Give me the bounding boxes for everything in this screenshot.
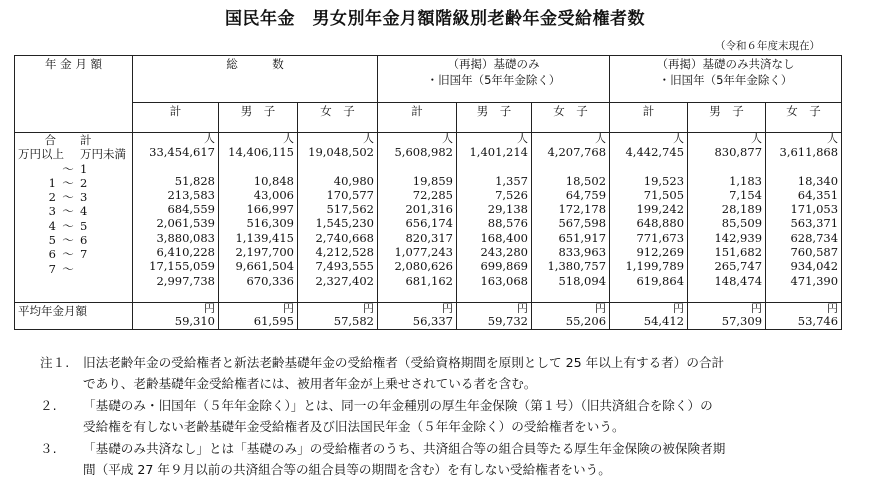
table-cell-value: 699,869	[480, 259, 528, 274]
header-total: 計	[133, 103, 219, 133]
yen-unit: 円	[363, 302, 374, 315]
unit-label: 人	[517, 132, 528, 145]
bracket-labels	[15, 133, 133, 303]
table-cell-value: 19,048,502	[308, 145, 374, 159]
table-cell-value: 7,154	[729, 187, 763, 202]
table-cell-value: 10,848	[253, 173, 294, 188]
table-cell-value: 830,877	[714, 145, 763, 159]
table-cell-value: 628,734	[790, 230, 839, 245]
header-basic-no-mutual-group	[610, 56, 842, 103]
header-basic-female: 女 子	[532, 103, 610, 133]
table-cell-value: 517,562	[326, 202, 374, 217]
table-cell-value	[691, 159, 762, 173]
average-value: 54,412	[643, 314, 685, 328]
bracket-sep: ～	[62, 261, 74, 276]
header-basic-only-line2: ・旧国年（5年年金除く）	[426, 73, 561, 87]
data-column	[298, 133, 378, 303]
bracket-from: 6	[48, 247, 56, 262]
table-cell-value: 656,174	[405, 216, 453, 231]
table-cell-value: 9,661,504	[235, 259, 294, 274]
table-cell-value: 518,094	[558, 273, 607, 288]
bracket-to: 6	[80, 233, 88, 248]
bracket-to: 5	[80, 218, 88, 233]
table-cell-value: 833,963	[558, 245, 607, 260]
yen-unit: 円	[751, 302, 763, 315]
table-cell-value: 17,155,059	[149, 259, 215, 274]
table-cell-value: 151,682	[714, 245, 763, 260]
table-cell-value	[535, 159, 606, 173]
bracket-label-row	[18, 190, 129, 204]
table-cell-value: 820,317	[405, 230, 453, 245]
table-cell-value: 2,997,738	[156, 273, 215, 288]
average-value: 53,746	[797, 314, 839, 328]
note-line: であり、老齢基礎年金受給権者には、被用者年金が上乗せされている者を含む。	[83, 376, 537, 392]
bracket-to: 1	[80, 161, 88, 176]
bracket-to: 3	[80, 190, 88, 205]
table-cell-value: 3,611,868	[779, 145, 839, 159]
unit-label: 人	[363, 132, 374, 145]
table-cell-value: 7,526	[495, 187, 528, 202]
table-cell-value: 243,280	[480, 245, 528, 260]
table-cell-value: 1,199,789	[625, 259, 685, 274]
data-column	[532, 133, 610, 303]
table-cell-value: 4,212,528	[315, 245, 374, 260]
header-basic-only-line1: （再掲）基礎のみ	[447, 57, 540, 71]
bracket-to: 万円未満	[80, 147, 126, 162]
table-cell-value: 1,077,243	[394, 245, 453, 260]
note-line: 受給権を有しない老齢基礎年金受給権者及び旧法国民年金（５年年金除く）の受給権者をいう。	[83, 419, 625, 435]
note-item	[40, 438, 850, 481]
table-cell-value: 64,351	[797, 187, 839, 202]
bracket-from: 4	[48, 218, 56, 233]
average-label: 平均年金月額	[15, 303, 133, 330]
average-cell	[298, 303, 378, 330]
bracket-from: 合	[44, 133, 56, 147]
table-cell-value: 88,576	[487, 216, 528, 231]
bracket-sep: ～	[62, 175, 74, 190]
average-value: 59,732	[487, 314, 528, 328]
table-cell-value: 33,454,617	[149, 145, 215, 159]
unit-label: 人	[673, 132, 685, 145]
table-cell-value: 170,577	[326, 187, 374, 202]
average-cell	[378, 303, 457, 330]
data-column	[610, 133, 688, 303]
table-cell-value: 14,406,115	[228, 145, 294, 159]
unit-label: 人	[827, 132, 839, 145]
bracket-from: 万円以上	[18, 147, 64, 162]
as-of-date: （令和６年度末現在）	[715, 40, 820, 52]
bracket-from: 5	[48, 233, 56, 248]
table-cell-value: 684,559	[167, 202, 215, 217]
bracket-label-row	[18, 176, 129, 190]
average-value: 57,309	[721, 314, 763, 328]
table-cell-value: 2,327,402	[315, 273, 374, 288]
bracket-sep: ～	[62, 247, 74, 262]
note-line: 「基礎のみ・旧国年（５年年金除く）」とは、同一の年金種別の厚生年金保険（第１号）（旧共済組合を除く）の	[83, 397, 713, 413]
bracket-sep: ～	[62, 190, 74, 205]
note-text	[83, 352, 850, 395]
average-cell	[532, 303, 610, 330]
average-cell	[133, 303, 219, 330]
table-cell-value: 619,864	[636, 273, 685, 288]
table-cell-value: 7,493,555	[315, 259, 374, 274]
average-cell	[219, 303, 298, 330]
bracket-to: 4	[80, 204, 88, 219]
table-cell-value: 64,759	[565, 187, 607, 202]
table-cell-value: 2,061,539	[156, 216, 215, 231]
table-cell-value: 1,545,230	[315, 216, 374, 231]
bracket-label-row	[18, 262, 129, 276]
header-basic-only-group	[378, 56, 610, 103]
table-cell-value: 18,502	[565, 173, 607, 188]
note-line: 間（平成 27 年９月以前の共済組合等の組合員等の期間を含む）を有しない受給権者をいう。	[83, 462, 611, 478]
table-cell-value: 265,747	[714, 259, 763, 274]
data-column	[766, 133, 842, 303]
table-cell-value: 2,080,626	[394, 259, 453, 274]
data-column	[378, 133, 457, 303]
table-cell-value: 771,673	[636, 230, 685, 245]
table-cell-value: 1,401,214	[469, 145, 528, 159]
bracket-to: 2	[80, 175, 88, 190]
unit-label: 人	[442, 132, 453, 145]
table-cell-value: 213,583	[167, 187, 215, 202]
bracket-sep: ～	[62, 233, 74, 248]
header-male: 男 子	[219, 103, 298, 133]
header-basic-total: 計	[378, 103, 457, 133]
bracket-from: 7	[48, 261, 56, 276]
header-basic-no-mutual-line1: （再掲）基礎のみ共済なし	[656, 57, 795, 71]
data-column	[457, 133, 532, 303]
yen-unit: 円	[204, 302, 215, 315]
table-cell-value: 4,442,745	[625, 145, 685, 159]
table-cell-value: 4,207,768	[547, 145, 607, 159]
average-cell	[457, 303, 532, 330]
average-cell	[766, 303, 842, 330]
table-cell-value: 43,006	[253, 187, 294, 202]
table-cell-value: 567,598	[558, 216, 607, 231]
average-value: 59,310	[174, 314, 215, 328]
table-cell-value: 29,138	[487, 202, 528, 217]
table-cell-value: 1,357	[495, 173, 528, 188]
table-cell-value: 648,880	[636, 216, 685, 231]
yen-unit: 円	[517, 302, 528, 315]
average-cell	[610, 303, 688, 330]
table-cell-value: 1,380,757	[547, 259, 607, 274]
bracket-sep: ～	[62, 218, 74, 233]
yen-unit: 円	[442, 302, 453, 315]
unit-label: 人	[595, 132, 607, 145]
average-value: 56,337	[412, 314, 453, 328]
bracket-label-row	[18, 247, 129, 261]
bracket-from	[18, 162, 56, 176]
table-cell-value: 19,523	[643, 173, 685, 188]
header-basic-no-mutual-line2: ・旧国年（5年年金除く）	[658, 73, 793, 87]
table-cell-value: 28,189	[721, 202, 763, 217]
table-cell-value: 142,939	[714, 230, 763, 245]
note-number: 注１.	[40, 355, 70, 370]
note-item	[40, 395, 850, 438]
average-value: 61,595	[253, 314, 294, 328]
header-nomutual-total: 計	[610, 103, 688, 133]
bracket-to: 計	[80, 133, 92, 147]
table-cell-value: 3,880,083	[156, 230, 215, 245]
table-cell-value: 2,197,700	[235, 245, 294, 260]
table-cell-value: 651,917	[558, 230, 607, 245]
bracket-sep: ～	[62, 204, 74, 219]
header-nomutual-male: 男 子	[688, 103, 766, 133]
header-row-label: 年 金 月 額	[15, 56, 133, 133]
bracket-sep	[56, 147, 80, 161]
table-cell-value: 72,285	[412, 187, 453, 202]
table-cell-value: 681,162	[405, 273, 453, 288]
notes	[40, 352, 850, 480]
table-cell-value: 201,316	[405, 202, 453, 217]
average-value: 57,582	[333, 314, 374, 328]
table-cell-value: 2,740,668	[315, 230, 374, 245]
table-cell-value: 471,390	[790, 273, 839, 288]
table-cell-value: 71,505	[643, 187, 685, 202]
table-cell-value: 172,178	[558, 202, 607, 217]
bracket-to: 7	[80, 247, 88, 262]
table-cell-value	[222, 159, 294, 173]
table-cell-value: 563,371	[790, 216, 839, 231]
unit-label: 人	[204, 132, 215, 145]
table-cell-value: 18,340	[797, 173, 839, 188]
table-cell-value: 934,042	[790, 259, 839, 274]
bracket-sep	[56, 133, 80, 147]
note-text	[83, 438, 850, 481]
unit-label: 人	[751, 132, 763, 145]
unit-label: 人	[283, 132, 294, 145]
pension-table	[14, 55, 842, 330]
note-line: 旧法老齢年金の受給権者と新法老齢基礎年金の受給権者（受給資格期間を原則として 25 年以上有する者）の合計	[83, 355, 725, 370]
table-cell-value	[301, 159, 374, 173]
note-number: ３.	[40, 440, 57, 456]
note-item	[40, 352, 850, 395]
average-value: 55,206	[565, 314, 607, 328]
bracket-sep: ～	[62, 161, 74, 176]
data-column	[219, 133, 298, 303]
bracket-label-row	[18, 219, 129, 233]
table-cell-value: 670,336	[246, 273, 294, 288]
table-cell-value	[769, 159, 838, 173]
header-total-group: 総 数	[133, 56, 378, 103]
table-cell-value: 168,400	[480, 230, 528, 245]
table-cell-value: 51,828	[174, 173, 215, 188]
table-cell-value	[460, 159, 528, 173]
table-cell-value: 199,242	[636, 202, 685, 217]
bracket-label-row	[18, 162, 129, 176]
table-cell-value: 163,068	[480, 273, 528, 288]
table-cell-value	[136, 159, 215, 173]
yen-unit: 円	[673, 302, 685, 315]
table-cell-value: 148,474	[714, 273, 763, 288]
header-nomutual-female: 女 子	[766, 103, 842, 133]
table-cell-value: 1,139,415	[235, 230, 294, 245]
note-line: 「基礎のみ共済なし」とは「基礎のみ」の受給権者のうち、共済組合等の組合員等たる厚生年金保険の被保険者期	[83, 440, 726, 456]
table-cell-value: 171,053	[790, 202, 839, 217]
yen-unit: 円	[827, 302, 839, 315]
bracket-from: 2	[48, 190, 56, 205]
header-female: 女 子	[298, 103, 378, 133]
data-column	[688, 133, 766, 303]
table-cell-value: 166,997	[246, 202, 294, 217]
bracket-from: 1	[48, 175, 56, 190]
data-column	[133, 133, 219, 303]
bracket-label-row	[18, 133, 129, 147]
table-cell-value: 40,980	[333, 173, 374, 188]
table-cell-value: 19,859	[412, 173, 453, 188]
table-cell-value: 5,608,982	[394, 145, 453, 159]
bracket-label-row	[18, 233, 129, 247]
table-cell-value: 912,269	[636, 245, 685, 260]
bracket-to	[80, 262, 94, 276]
table-cell-value: 6,410,228	[156, 245, 215, 260]
table-cell-value: 1,183	[729, 173, 763, 188]
table-cell-value: 516,309	[246, 216, 294, 231]
table-cell-value: 85,509	[721, 216, 763, 231]
bracket-label-row	[18, 147, 129, 161]
bracket-from: 3	[48, 204, 56, 219]
header-basic-male: 男 子	[457, 103, 532, 133]
yen-unit: 円	[595, 302, 607, 315]
table-cell-value: 760,587	[790, 245, 839, 260]
table-cell-value	[381, 159, 453, 173]
average-cell	[688, 303, 766, 330]
table-cell-value	[613, 159, 684, 173]
note-text	[83, 395, 850, 438]
yen-unit: 円	[283, 302, 294, 315]
bracket-label-row	[18, 204, 129, 218]
page-title: 国民年金 男女別年金月額階級別老齢年金受給権者数	[225, 9, 645, 29]
note-number: ２.	[40, 397, 57, 413]
